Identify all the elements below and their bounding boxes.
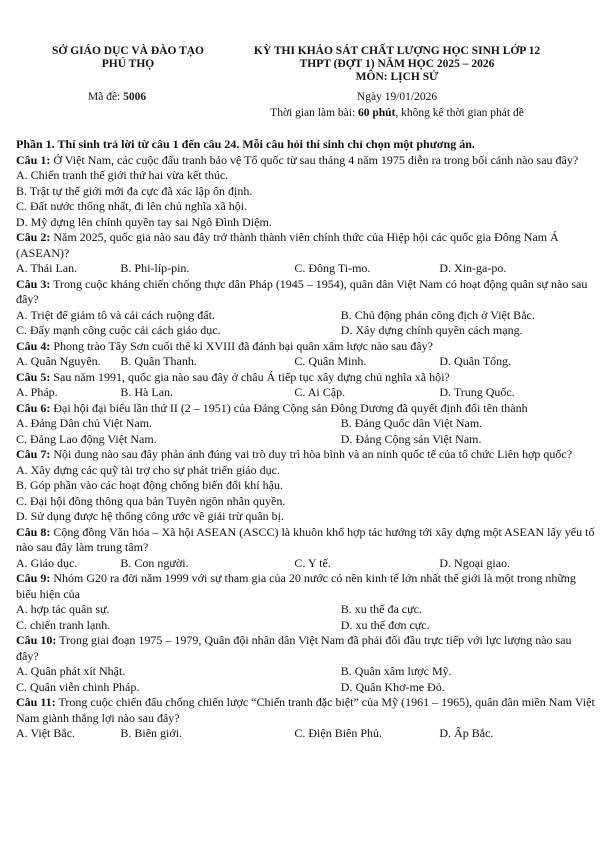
question-number: Câu 11:: [16, 695, 56, 709]
duration-label: Thời gian làm bài:: [270, 107, 359, 119]
org-header: [22, 45, 234, 71]
question-4: [16, 339, 596, 355]
option-b: B. Quân Thanh.: [120, 354, 197, 368]
options-2: [16, 261, 596, 277]
option-b: B. Đảng Quốc dân Việt Nam.: [340, 416, 483, 430]
question-number: Câu 1:: [16, 152, 51, 167]
question-7: [16, 447, 596, 463]
option-d: D. Ngoại giao.: [439, 555, 511, 570]
question-number: Câu 2:: [16, 230, 51, 244]
option-d: D. Sử dụng được hệ thống công ước về giải trừ quân bị.: [16, 509, 284, 523]
question-text: Nhóm G20 ra đời năm 1999 với sự tham gia của 20 nước có nền kinh tế lớn nhất thế giới là một trong những biểu hiện của: [16, 571, 576, 601]
option-a: A. Việt Bắc.: [16, 726, 76, 740]
option-d: D. Xây dựng chính quyền cách mạng.: [340, 323, 523, 337]
option-d: D. Quân Tống.: [439, 354, 512, 368]
options-9: [16, 602, 596, 633]
option-b: B. Con người.: [120, 555, 189, 570]
option-c: C. Đẩy mạnh công cuộc cải cách giáo dục.: [16, 323, 221, 337]
option-d: D. Ấp Bắc.: [439, 726, 494, 740]
question-1: [16, 153, 596, 169]
option-a: A. Quân Nguyên.: [16, 354, 101, 368]
question-number: Câu 10:: [16, 633, 57, 647]
option-c: C. chiến tranh lạnh.: [16, 617, 111, 632]
option-a: A. hợp tác quân sự.: [16, 602, 110, 616]
question-5: [16, 370, 596, 386]
option-a: A. Giáo dục.: [16, 555, 78, 570]
option-d: D. Trung Quốc.: [439, 385, 515, 399]
options-10: [16, 664, 596, 695]
question-text: Cộng đồng Văn hóa – Xã hội ASEAN (ASCC) là khuôn khổ hợp tác hướng tới xây dựng một ASEAN lấy yếu tố nào sau đây làm trung tâm?: [16, 524, 595, 554]
exam-body: [16, 137, 596, 742]
duration-note: , không kể thời gian phát đề: [395, 107, 524, 119]
option-c: C. Y tế.: [294, 555, 331, 570]
question-text: Sau năm 1991, quốc gia nào sau đây ở châu Á tiếp tục xây dựng chủ nghĩa xã hội?: [50, 369, 450, 384]
question-text: Đại hội đại biểu lần thứ II (2 – 1951) của Đảng Cộng sản Đông Dương đã quyết định đổi tên thành: [50, 400, 528, 415]
option-b: B. Chủ động phản công địch ở Việt Bắc.: [340, 307, 535, 322]
question-number: Câu 7:: [16, 447, 51, 461]
option-c: C. Đông Ti-mo.: [294, 261, 371, 275]
option-c: C. Quân Minh.: [294, 354, 367, 368]
option-b: B. Hà Lan.: [120, 385, 174, 399]
exam-code: [88, 91, 146, 103]
options-6: [16, 416, 596, 447]
question-text: Năm 2025, quốc gia nào sau đây trở thành thành viên chính thức của Hiệp hội các quốc gia Đông Nam Á (ASEAN)?: [16, 230, 559, 260]
option-c: C. Quân viễn chinh Pháp.: [16, 679, 140, 694]
org-province: PHÚ THỌ: [101, 58, 155, 70]
exam-subject: MÔN: LỊCH SỬ: [355, 71, 439, 83]
question-11: [16, 695, 596, 726]
option-c: C. Điện Biên Phủ.: [294, 726, 383, 740]
question-number: Câu 6:: [16, 400, 51, 415]
option-b: B. Quân xâm lược Mỹ.: [340, 664, 452, 678]
option-a: A. Thái Lan.: [16, 261, 78, 275]
options-7: [16, 463, 596, 525]
option-b: B. Biên giới.: [120, 726, 183, 740]
option-d: D. Đảng Cộng sản Việt Nam.: [340, 431, 482, 446]
option-c: C. Đại hội đồng thông qua bản Tuyên ngôn nhân quyền.: [16, 493, 286, 508]
question-number: Câu 8:: [16, 524, 51, 539]
part-1-instruction: Phần 1. Thí sinh trả lời từ câu 1 đến câu 24. Mỗi câu hỏi thí sinh chỉ chọn một phương án.: [16, 137, 475, 151]
exam-school-year: THPT (ĐỢT 1) NĂM HỌC 2025 – 2026: [299, 58, 495, 70]
question-number: Câu 9:: [16, 571, 51, 585]
option-a: A. Pháp.: [16, 385, 58, 399]
question-text: Ở Việt Nam, các cuộc đấu tranh bảo vệ Tổ quốc từ sau tháng 4 năm 1975 diễn ra trong bối cảnh nào sau đây?: [50, 152, 579, 167]
question-text: Nội dung nào sau đây phản ánh đúng vai trò duy trì hòa bình và an ninh quốc tế của tổ chức Liên hợp quốc?: [50, 447, 573, 461]
option-b: B. Phi-líp-pin.: [120, 261, 190, 275]
option-c: C. Đất nước thống nhất, đi lên chủ nghĩa xã hội.: [16, 199, 248, 213]
option-d: D. Mỹ dựng lên chính quyền tay sai Ngô Đình Diệm.: [16, 214, 272, 229]
options-1: [16, 168, 596, 230]
options-11: [16, 726, 596, 742]
duration-value: 60 phút: [358, 107, 396, 119]
question-8: [16, 525, 596, 556]
exam-header: [232, 45, 562, 84]
question-2: [16, 230, 596, 261]
exam-date: Ngày 19/01/2026: [356, 91, 438, 103]
question-number: Câu 5:: [16, 369, 51, 384]
exam-code-label: Mã đề:: [88, 91, 124, 103]
option-c: C. Ai Cập.: [294, 385, 346, 399]
question-number: Câu 4:: [16, 338, 51, 353]
option-c: C. Đảng Lao động Việt Nam.: [16, 431, 157, 446]
option-b: B. Góp phần vào các hoạt động chống biến đổi khí hậu.: [16, 478, 283, 492]
question-3: [16, 277, 596, 308]
question-text: Phong trào Tây Sơn cuối thế kỉ XVIII đã đánh bại quân xâm lược nào sau đây?: [50, 338, 433, 353]
question-text: Trong cuộc chiến đấu chống chiến lược “Chiến tranh đặc biệt” của Mỹ (1961 – 1965), quân dân miền Nam Việt Nam giành thắng lợi nào sau đây?: [16, 695, 595, 725]
option-a: A. Chiến tranh thế giới thứ hai vừa kết thúc.: [16, 168, 229, 182]
option-b: B. Trật tự thế giới mới đa cực đã xác lập ổn định.: [16, 183, 253, 198]
option-a: A. Đảng Dân chủ Việt Nam.: [16, 416, 153, 430]
option-a: A. Triệt để giảm tô và cải cách ruộng đất.: [16, 307, 215, 322]
option-d: D. Quân Khơ-me Đỏ.: [340, 679, 445, 694]
exam-title: KỲ THI KHẢO SÁT CHẤT LƯỢNG HỌC SINH LỚP 12: [253, 45, 541, 57]
options-5: [16, 385, 596, 401]
option-d: D. xu thế đơn cực.: [340, 617, 430, 632]
option-b: B. xu thế đa cực.: [340, 602, 422, 616]
option-a: A. Xây dựng các quỹ tài trợ cho sự phát triển giáo dục.: [16, 462, 280, 477]
exam-duration: [232, 107, 562, 119]
exam-code-value: 5006: [123, 91, 147, 103]
option-d: D. Xin-ga-po.: [439, 261, 507, 275]
org-name: SỞ GIÁO DỤC VÀ ĐÀO TẠO: [52, 45, 204, 57]
question-9: [16, 571, 596, 602]
question-text: Trong giai đoạn 1975 – 1979, Quân đội nhân dân Việt Nam đã phải đối đầu trực tiếp với lực lượng nào sau đây?: [16, 633, 572, 663]
options-8: [16, 556, 596, 572]
option-a: A. Quân phát xít Nhật.: [16, 664, 126, 678]
question-10: [16, 633, 596, 664]
question-text: Trong cuộc kháng chiến chống thực dân Pháp (1945 – 1954), quân dân Việt Nam có hoạt động quân sự nào sau đây?: [16, 276, 588, 306]
question-6: [16, 401, 596, 417]
options-3: [16, 308, 596, 339]
question-number: Câu 3:: [16, 276, 51, 291]
options-4: [16, 354, 596, 370]
